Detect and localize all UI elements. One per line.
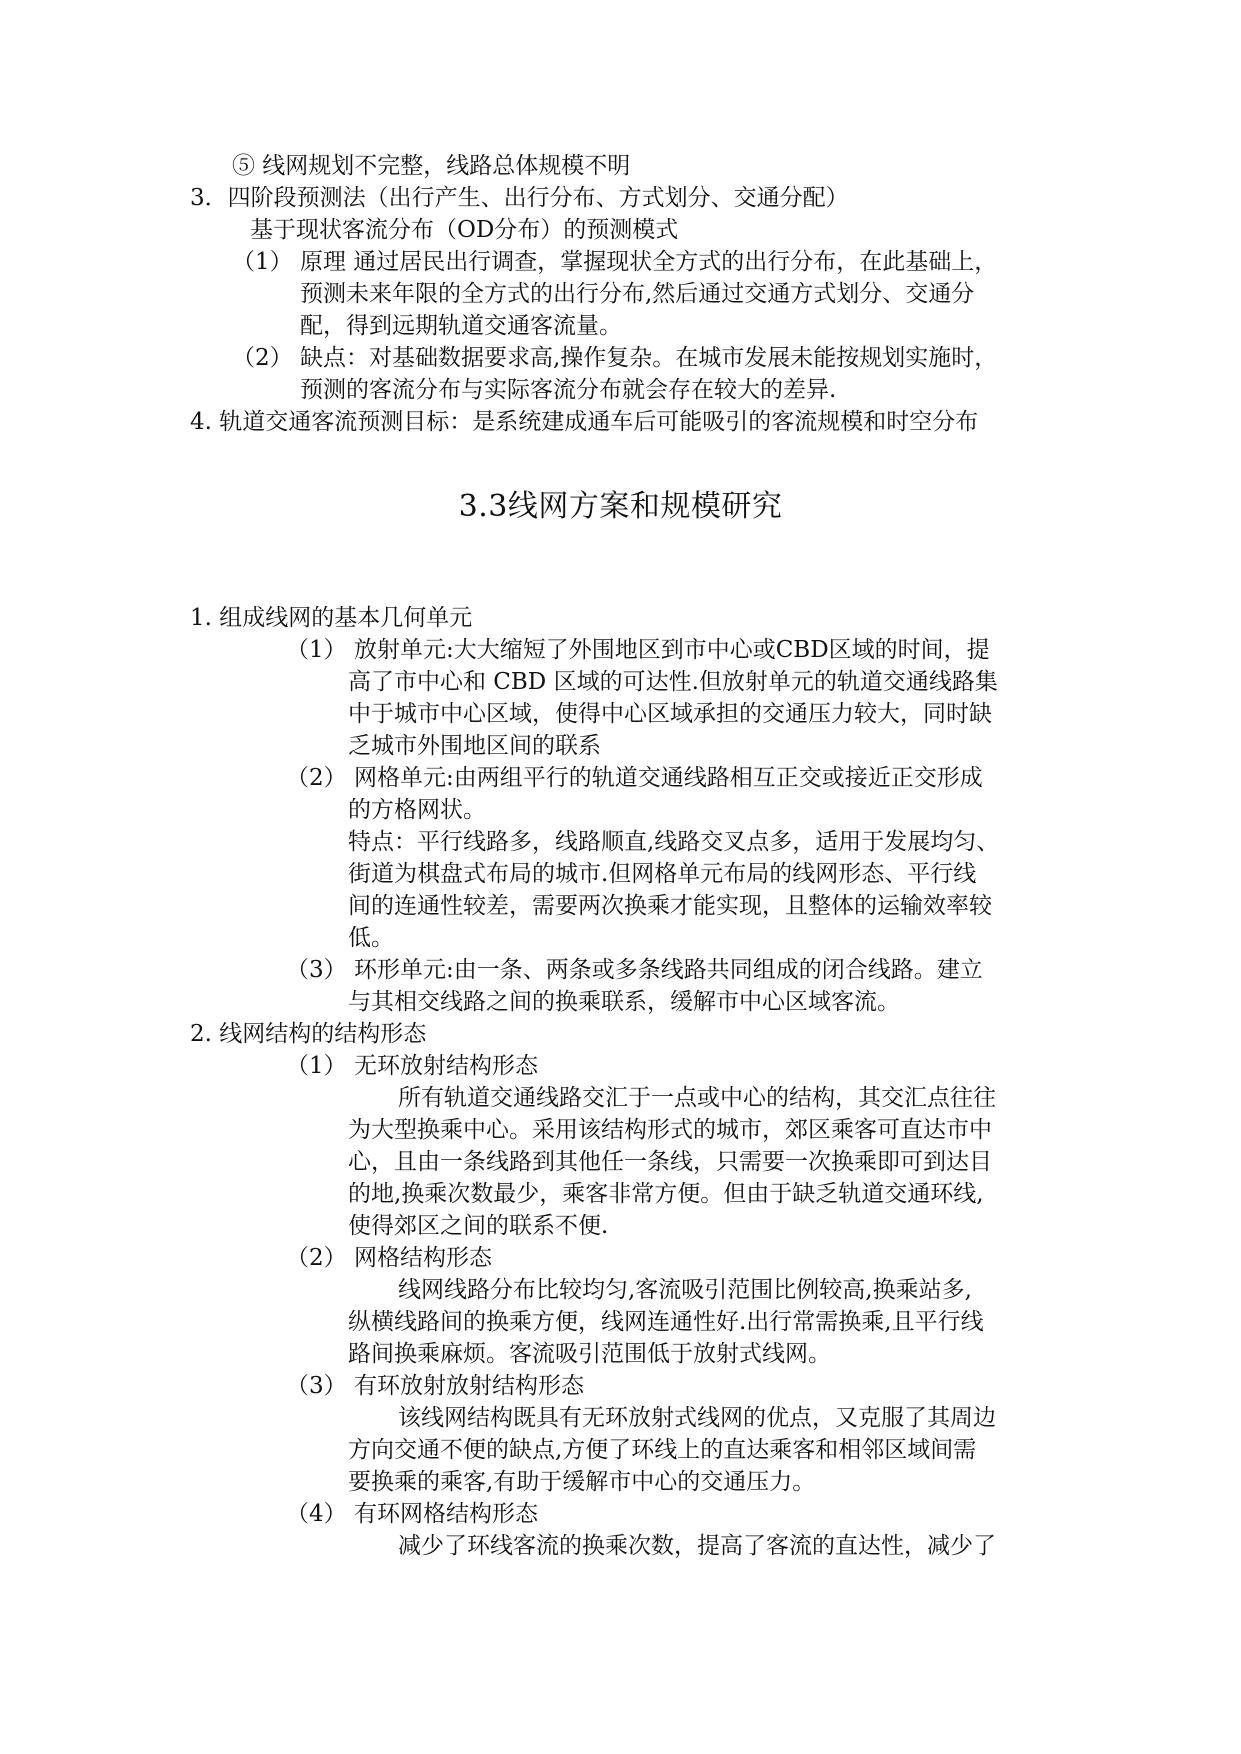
text-line: （1） 无环放射结构形态 [286,1053,538,1079]
text-line: 使得郊区之间的联系不便. [348,1213,609,1239]
text-line: 方向交通不便的缺点,方便了环线上的直达乘客和相邻区域间需 [348,1437,977,1463]
text-line: 街道为棋盘式布局的城市.但网格单元布局的线网形态、平行线 [348,861,977,887]
text-line: 的方格网状。 [348,797,486,823]
text-line: 预测的客流分布与实际客流分布就会存在较大的差异. [300,377,837,403]
text-line: 高了市中心和 CBD 区域的可达性.但放射单元的轨道交通线路集 [348,669,998,695]
text-line: 特点：平行线路多，线路顺直,线路交叉点多，适用于发展均匀、 [348,829,1000,855]
heading: 2. 线网结构的结构形态 [190,1021,427,1047]
text-line: 的地,换乘次数最少，乘客非常方便。但由于缺乏轨道交通环线, [348,1181,984,1207]
text-line: （3） 环形单元:由一条、两条或多条线路共同组成的闭合线路。建立 [286,957,983,983]
heading: 1. 组成线网的基本几何单元 [190,605,473,631]
text-line: （1） 原理 通过居民出行调查，掌握现状全方式的出行分布，在此基础上， [232,249,998,275]
text-line: 中于城市中心区域，使得中心区域承担的交通压力较大，同时缺 [348,701,992,727]
text-line: 要换乘的乘客,有助于缓解市中心的交通压力。 [348,1469,816,1495]
text-line: 3．四阶段预测法（出行产生、出行分布、方式划分、交通分配） [190,185,849,211]
text-line: （2） 网格单元:由两组平行的轨道交通线路相互正交或接近正交形成 [286,765,983,791]
text-line: 预测未来年限的全方式的出行分布,然后通过交通方式划分、交通分 [300,281,975,307]
text-line: 基于现状客流分布（OD分布）的预测模式 [250,217,679,243]
text-line: 低。 [348,925,394,951]
text-line: （4） 有环网格结构形态 [286,1501,538,1527]
text-line: 所有轨道交通线路交汇于一点或中心的结构，其交汇点往往 [398,1085,996,1111]
text-line: 间的连通性较差，需要两次换乘才能实现，且整体的运输效率较 [348,893,992,919]
text-line: （1） 放射单元:大大缩短了外围地区到市中心或CBD区域的时间，提 [286,637,990,663]
text-line: 乏城市外围地区间的联系 [348,733,601,759]
text-line: 为大型换乘中心。采用该结构形式的城市，郊区乘客可直达市中 [348,1117,992,1143]
text-line: 线网线路分布比较均匀,客流吸引范围比例较高,换乘站多, [398,1277,972,1303]
text-line: 纵横线路间的换乘方便，线网连通性好.出行常需换乘,且平行线 [348,1309,984,1335]
text-line: （2） 网格结构形态 [286,1245,492,1271]
text-line: ⑤ 线网规划不完整，线路总体规模不明 [232,153,631,179]
text-line: （2） 缺点：对基础数据要求高,操作复杂。在城市发展未能按规划实施时， [232,345,998,371]
text-line: 与其相交线路之间的换乘联系，缓解市中心区域客流。 [348,989,900,1015]
text-line: 减少了环线客流的换乘次数，提高了客流的直达性，减少了 [398,1533,996,1559]
text-line: 配，得到远期轨道交通客流量。 [300,313,622,339]
text-line: 心，且由一条线路到其他任一条线，只需要一次换乘即可到达目 [348,1149,992,1175]
text-line: 4. 轨道交通客流预测目标：是系统建成通车后可能吸引的客流规模和时空分布 [190,409,979,435]
text-line: 路间换乘麻烦。客流吸引范围低于放射式线网。 [348,1341,831,1367]
text-line: 该线网结构既具有无环放射式线网的优点，又克服了其周边 [398,1405,996,1431]
section-title: 3.3线网方案和规模研究 [458,489,783,524]
text-line: （3） 有环放射放射结构形态 [286,1373,584,1399]
